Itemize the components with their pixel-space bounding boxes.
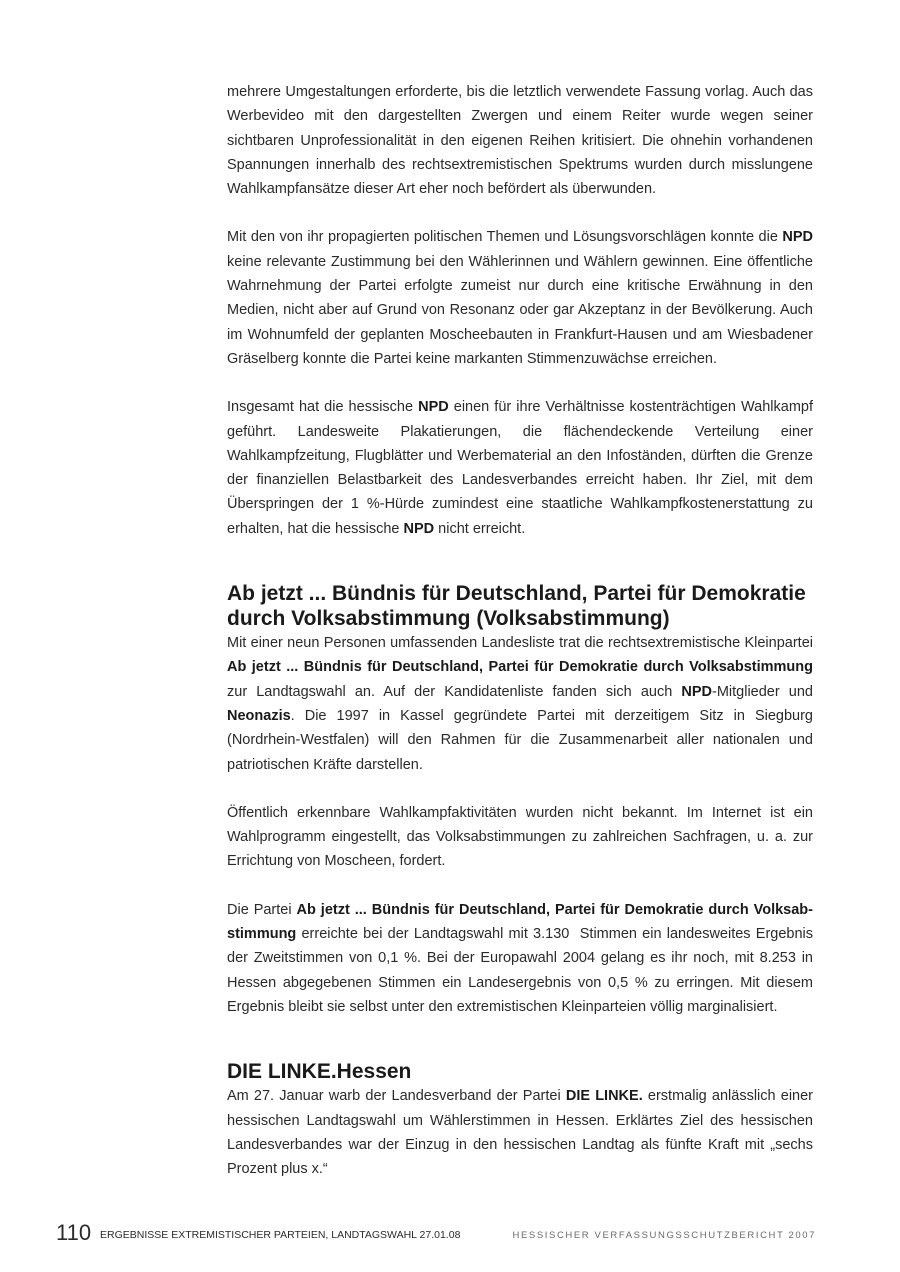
bold-term: NPD xyxy=(681,683,712,700)
footer-report-title: HESSISCHER VERFASSUNGSSCHUTZBERICHT 2007 xyxy=(512,1230,816,1241)
paragraph-ab-jetzt-1 xyxy=(227,631,813,777)
paragraph-ab-jetzt-3 xyxy=(227,898,813,1019)
page-footer xyxy=(56,1220,816,1246)
main-text-column xyxy=(227,80,813,1181)
text-run: Am 27. Januar warb der Landesverband der Partei xyxy=(227,1088,566,1105)
text-run: Die Partei xyxy=(227,901,297,918)
text-run: keine relevante Zustimmung bei den Wählerinnen und Wählern gewinnen. Eine öffentliche Wahrnehmung der Partei erfolgte zumeist nur durch eine kritische Erwähnung in den Medien, nicht aber auf Grund von Resonanz oder gar Akzeptanz in der Bevölkerung. Auch im Wohnumfeld der geplanten Moscheebauten in Frankfurt-Hausen und am Wiesbadener Gräselberg konnte die Partei keine markanten Stimmenzuwächse erreichen. xyxy=(227,253,813,367)
text-run: erreichte bei der Landtagswahl mit 3.130 Stimmen ein landesweites Ergebnis der Zweitstimmen von 0,1 %. Bei der Europawahl 2004 gelang es ihr noch, mit 8.253 in Hessen abgegebenen Stimmen ein Landesergebnis von 0,5 % zu erringen. Mit diesem Ergebnis bleibt sie selbst unter den extremistischen Kleinparteien völlig marginalisiert. xyxy=(227,926,813,1015)
paragraph-intro-3 xyxy=(227,395,813,541)
page-number: 110 xyxy=(56,1220,92,1245)
text-run: Öffentlich erkennbare Wahlkampfaktivitäten wurden nicht bekannt. Im Internet ist ein Wahlprogramm eingestellt, das Volksabstimmungen zu zahlreichen Sachfragen, u. a. zur Errichtung von Moscheen, fordert. xyxy=(227,804,813,870)
text-run: Mit den von ihr propagierten politischen Themen und Lösungsvorschlägen konnte die xyxy=(227,229,783,246)
section-heading-ab-jetzt: Ab jetzt ... Bündnis für Deutschland, Partei für Demokratie durch Volksabstimmung (Volksabstimmung) xyxy=(227,582,806,631)
bold-term: NPD xyxy=(782,229,813,246)
paragraph-intro-2 xyxy=(227,225,813,371)
text-run: Mit einer neun Personen umfassenden Landesliste trat die rechtsextremistische Kleinpartei xyxy=(227,635,813,652)
text-run: erstmalig anlässlich einer hessischen Landtagswahl um Wählerstimmen in Hessen. Erklärtes Ziel des hessischen Landesverbandes war der Einzug in den hessischen Landtag als fünfte Kraft mit „sechs Prozent plus x.“ xyxy=(227,1088,813,1178)
paragraph-die-linke-1 xyxy=(227,1084,813,1181)
bold-term: Ab jetzt ... Bündnis für Deutschland, Partei für Demokratie durch Volksabstimmung xyxy=(227,659,813,676)
section-heading-die-linke: DIE LINKE.Hessen xyxy=(227,1060,412,1084)
bold-term: NPD xyxy=(418,399,449,416)
bold-term: Ab jetzt ... Bündnis für Deutschland, Partei für Demokratie durch Volksabstimmung xyxy=(227,901,813,943)
text-run: einen für ihre Verhältnisse kostenträchtigen Wahlkampf geführt. Landesweite Plakatierungen, die flächendeckende Verteilung einer Wahlkampfzeitung, Flugblätter und Werbematerial an den Infoständen, dürften die Grenze der finanziellen Belastbarkeit des Landesverbandes erreicht haben. Ihr Ziel, mit dem Überspringen der 1 %-Hürde zumindest eine staatliche Wahlkampfkostenerstattung zu erhalten, hat die hessische xyxy=(227,399,813,537)
text-run: zur Landtagswahl an. Auf der Kandidatenliste fanden sich auch xyxy=(227,683,682,700)
text-run: . Die 1997 in Kassel gegründete Partei mit derzeitigem Sitz in Siegburg (Nordrhein-Westfalen) will den Rahmen für die Zusammenarbeit aller nationalen und patriotischen Kräfte darstellen. xyxy=(227,707,813,773)
bold-term: DIE LINKE. xyxy=(565,1088,643,1105)
text-run: mehrere Umgestaltungen erforderte, bis die letztlich verwendete Fassung vorlag. Auch das Werbevideo mit den dargestellten Zwergen und einem Reiter wurde wegen seiner sichtbaren Unprofessionalität in den eigenen Reihen kritisiert. Die ohnehin vorhandenen Spannungen innerhalb des rechtsextremistischen Spektrums wurden durch misslungene Wahlkampfansätze dieser Art eher noch befördert als überwunden. xyxy=(227,84,813,198)
footer-section-title: ERGEBNISSE EXTREMISTISCHER PARTEIEN, LANDTAGSWAHL 27.01.08 xyxy=(100,1229,461,1241)
text-run: -Mitglieder und xyxy=(712,683,813,700)
text-run: Insgesamt hat die hessische xyxy=(227,399,419,416)
bold-term: Neonazis xyxy=(227,707,291,724)
bold-term: NPD xyxy=(403,520,435,537)
text-run: nicht erreicht. xyxy=(434,520,526,537)
paragraph-ab-jetzt-2 xyxy=(227,801,813,874)
paragraph-intro-1 xyxy=(227,80,813,201)
